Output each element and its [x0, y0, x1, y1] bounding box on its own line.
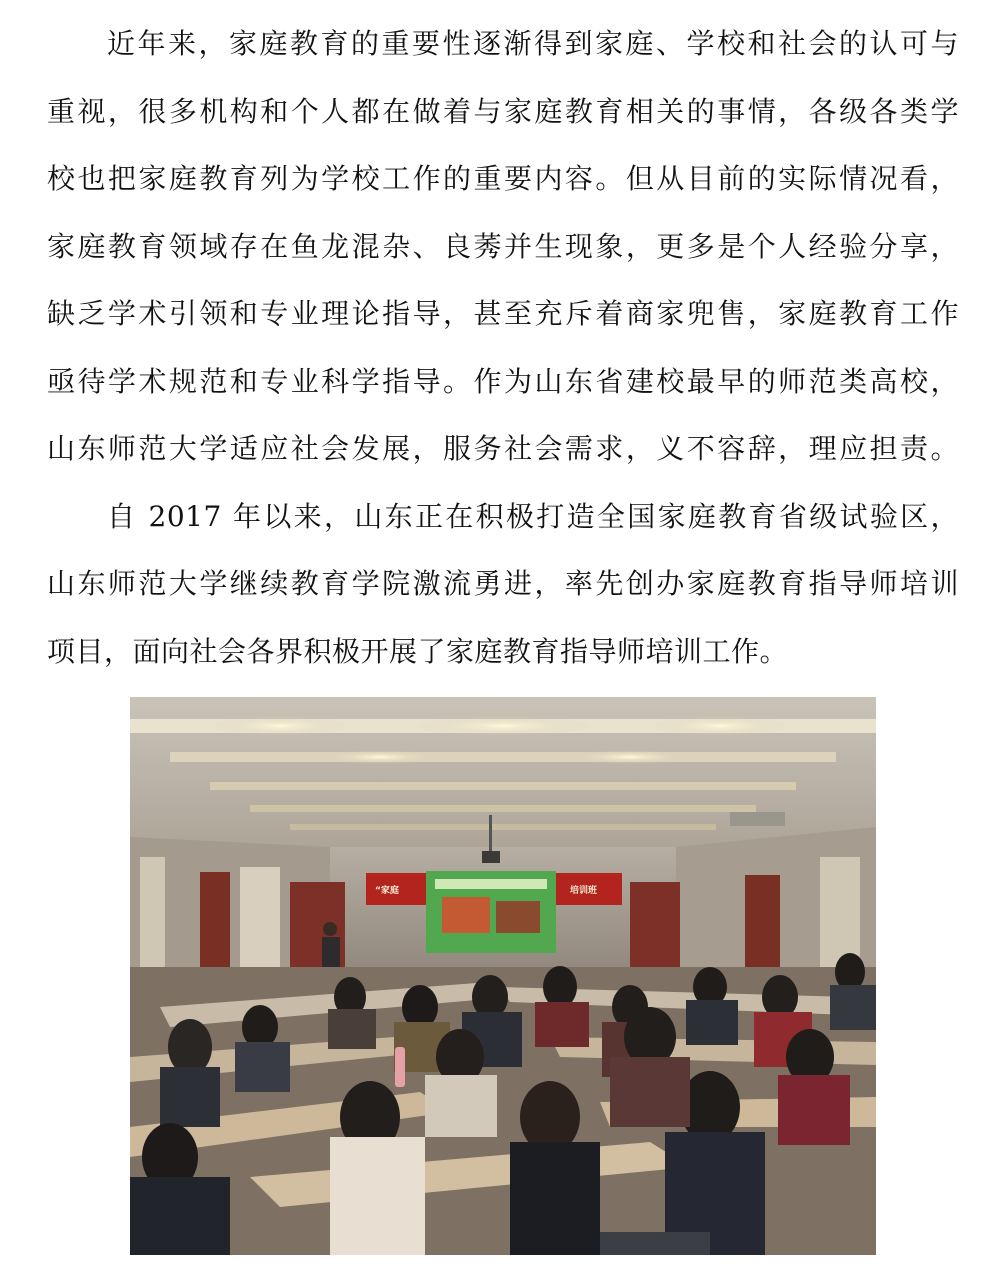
classroom-training-photo: [130, 697, 876, 1255]
banner-right-text: 培训班: [570, 886, 598, 896]
air-vent: [730, 812, 785, 826]
paragraph-line: 亟待学术规范和专业科学指导。作为山东省建校最早的师范类高校，: [47, 364, 959, 398]
paragraph-line: 山东师范大学适应社会发展，服务社会需求，义不容辞，理应担责。: [47, 432, 959, 465]
paragraph-line: 山东师范大学继续教育学院激流勇进，率先创办家庭教育指导师培训: [47, 567, 959, 600]
paragraph-line: 重视，很多机构和个人都在做着与家庭教育相关的事情，各级各类学: [47, 94, 959, 128]
paragraph-line: 自 2017 年以来，山东正在积极打造全国家庭教育省级试验区，: [107, 499, 959, 533]
paragraph-line: 近年来，家庭教育的重要性逐渐得到家庭、学校和社会的认可与: [107, 27, 959, 60]
paragraph-line: 校也把家庭教育列为学校工作的重要内容。但从目前的实际情况看，: [47, 162, 959, 195]
paragraph-2: [47, 483, 959, 686]
paragraph-line: 缺乏学术引领和专业理论指导，甚至充斥着商家兜售，家庭教育工作: [47, 297, 959, 330]
article-body: [47, 10, 959, 685]
paragraph-line: 项目，面向社会各界积极开展了家庭教育指导师培训工作。: [47, 634, 789, 668]
banner-left-text: “家庭: [375, 886, 399, 896]
paragraph-line: 家庭教育领域存在鱼龙混杂、良莠并生现象，更多是个人经验分享，: [47, 229, 959, 263]
projector: [482, 851, 500, 863]
paragraph-1: [47, 10, 959, 483]
